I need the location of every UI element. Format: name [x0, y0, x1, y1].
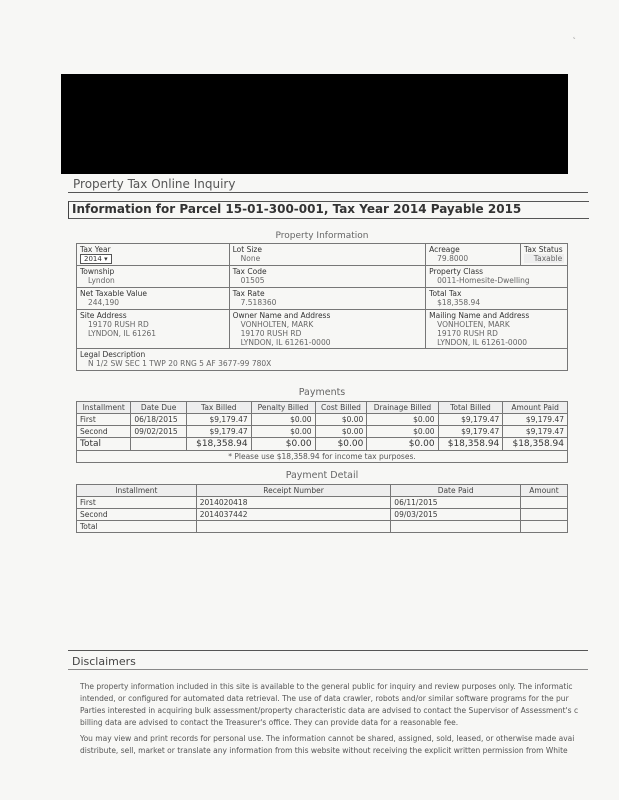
cell: $0.00: [367, 438, 438, 451]
payments-table: [76, 401, 568, 463]
tax-year-select[interactable]: [80, 254, 112, 264]
township-cell: [77, 266, 230, 288]
cell: [196, 521, 391, 533]
acreage-value: 79.8000: [437, 254, 469, 263]
cell: [391, 521, 521, 533]
cell: $9,179.47: [503, 414, 568, 426]
tax-status-cell: [520, 244, 567, 266]
cell: $9,179.47: [186, 414, 251, 426]
township-label: Township: [80, 267, 115, 276]
disclaimer-line: Parties interested in acquiring bulk assessment/property characteristic data are advised to contact the Supervisor of Assessment's c: [80, 706, 579, 715]
cell: 06/18/2015: [131, 414, 187, 426]
property-info-title: Property Information: [275, 231, 369, 241]
payment-detail-header: Amount: [521, 485, 568, 497]
cell: Second: [77, 509, 197, 521]
chevron-down-icon: ▾: [104, 255, 108, 263]
legal-description-cell: [77, 349, 568, 371]
tax-code-cell: [229, 266, 426, 288]
net-taxable-label: Net Taxable Value: [80, 289, 147, 298]
owner-line3: LYNDON, IL 61261-0000: [240, 338, 331, 347]
tax-year-label: Tax Year: [80, 245, 111, 254]
cell: First: [77, 414, 131, 426]
cell: $9,179.47: [503, 426, 568, 438]
payment-detail-title: Payment Detail: [285, 470, 359, 481]
payments-header: Drainage Billed: [367, 402, 438, 414]
cell: $18,358.94: [186, 438, 251, 451]
owner-line1: VONHOLTEN, MARK: [240, 320, 314, 329]
cell: $0.00: [315, 438, 367, 451]
lot-size-label: Lot Size: [232, 245, 262, 254]
divider: [68, 669, 588, 670]
mailing-line2: 19170 RUSH RD: [437, 329, 498, 338]
site-address-cell: [77, 310, 230, 349]
cell: $0.00: [367, 414, 438, 426]
payment-detail-header-row: [77, 485, 568, 497]
parcel-title: Information for Parcel 15-01-300-001, Tax Year 2014 Payable 2015: [72, 202, 522, 216]
cell: $0.00: [251, 414, 315, 426]
tax-status-label: Tax Status: [523, 245, 563, 254]
property-class-cell: [426, 266, 568, 288]
payments-header: Installment: [77, 402, 131, 414]
mailing-label: Mailing Name and Address: [429, 311, 530, 320]
cell: $0.00: [251, 426, 315, 438]
legal-value: N 1/2 SW SEC 1 TWP 20 RNG 5 AF 3677-99 780X: [88, 359, 272, 368]
table-row: [77, 426, 568, 438]
income-tax-note: * Please use $18,358.94 for income tax purposes.: [77, 451, 568, 463]
site-address-line1: 19170 RUSH RD: [88, 320, 149, 329]
payment-detail-header: Receipt Number: [196, 485, 391, 497]
disclaimer-paragraph-2: [80, 733, 600, 757]
tax-rate-label: Tax Rate: [232, 289, 265, 298]
payment-detail-header: Installment: [77, 485, 197, 497]
acreage-label: Acreage: [429, 245, 460, 254]
divider: [68, 192, 588, 193]
tax-year-value: 2014: [84, 255, 102, 263]
mailing-cell: [426, 310, 568, 349]
cell: First: [77, 497, 197, 509]
cell: 06/11/2015: [391, 497, 521, 509]
cell: 2014037442: [196, 509, 391, 521]
tax-rate-cell: [229, 288, 426, 310]
cell: $0.00: [367, 426, 438, 438]
divider: [68, 650, 588, 651]
payments-header: Penalty Billed: [251, 402, 315, 414]
payments-total-row: [77, 438, 568, 451]
tax-status-value: Taxable: [524, 254, 564, 263]
payments-header: Total Billed: [438, 402, 503, 414]
disclaimer-line: distribute, sell, market or translate any information from this website without receiving the explicit written permission from White: [80, 746, 568, 755]
table-row: [77, 521, 568, 533]
disclaimer-line: The property information included in this site is available to the general public for inquiry and review purposes only. The informatic: [80, 682, 573, 691]
disclaimer-line: intended, or configured for automated data retrieval. The use of data crawler, robots and/or similar software programs for the pur: [80, 694, 569, 703]
total-tax-value: $18,358.94: [437, 298, 481, 307]
cell: [131, 438, 187, 451]
payments-header: Cost Billed: [315, 402, 367, 414]
site-address-label: Site Address: [80, 311, 127, 320]
inquiry-title: Property Tax Online Inquiry: [73, 177, 236, 191]
table-row: [77, 509, 568, 521]
cell: $0.00: [251, 438, 315, 451]
cell: [521, 521, 568, 533]
cell: $18,358.94: [438, 438, 503, 451]
payments-title: Payments: [298, 387, 346, 398]
disclaimer-line: You may view and print records for personal use. The information cannot be shared, assigned, sold, leased, or otherwise made avai: [80, 734, 575, 743]
acreage-cell: [426, 244, 521, 266]
tax-code-value: 01505: [240, 276, 265, 285]
property-class-value: 0011-Homesite-Dwelling: [437, 276, 530, 285]
cell: [521, 497, 568, 509]
cell: 09/02/2015: [131, 426, 187, 438]
scan-speck: ˛: [572, 30, 577, 40]
cell: Total: [77, 438, 131, 451]
total-tax-label: Total Tax: [429, 289, 462, 298]
table-row: [77, 414, 568, 426]
mailing-line3: LYNDON, IL 61261-0000: [437, 338, 528, 347]
cell: $18,358.94: [503, 438, 568, 451]
site-address-line2: LYNDON, IL 61261: [88, 329, 157, 338]
payments-header: Date Due: [131, 402, 187, 414]
lot-size-value: None: [240, 254, 261, 263]
cell: $0.00: [315, 426, 367, 438]
cell: $9,179.47: [186, 426, 251, 438]
cell: [521, 509, 568, 521]
property-class-label: Property Class: [429, 267, 484, 276]
cell: 09/03/2015: [391, 509, 521, 521]
payments-header-row: [77, 402, 568, 414]
owner-cell: [229, 310, 426, 349]
disclaimer-line: billing data are advised to contact the Treasurer's office. They can provide data for a reasonable fee.: [80, 718, 459, 727]
cell: Second: [77, 426, 131, 438]
payments-header: Amount Paid: [503, 402, 568, 414]
payment-detail-table: [76, 484, 568, 533]
disclaimers-title: Disclaimers: [72, 655, 136, 668]
township-value: Lyndon: [88, 276, 115, 285]
cell: $9,179.47: [438, 414, 503, 426]
owner-label: Owner Name and Address: [232, 311, 331, 320]
payment-detail-header: Date Paid: [391, 485, 521, 497]
total-tax-cell: [426, 288, 568, 310]
disclaimer-paragraph-1: [80, 681, 600, 729]
cell: 2014020418: [196, 497, 391, 509]
tax-rate-value: 7.518360: [240, 298, 277, 307]
cell: Total: [77, 521, 197, 533]
tax-code-label: Tax Code: [232, 267, 267, 276]
cell: $0.00: [315, 414, 367, 426]
tax-year-cell: [77, 244, 230, 266]
cell: $9,179.47: [438, 426, 503, 438]
net-taxable-cell: [77, 288, 230, 310]
mailing-line1: VONHOLTEN, MARK: [437, 320, 510, 329]
owner-line2: 19170 RUSH RD: [240, 329, 302, 338]
payments-note-row: [77, 451, 568, 463]
property-info-table: [76, 243, 568, 371]
legal-label: Legal Description: [80, 350, 146, 359]
table-row: [77, 497, 568, 509]
redacted-block: [61, 74, 568, 174]
net-taxable-value: 244,190: [88, 298, 120, 307]
lot-size-cell: [229, 244, 426, 266]
payments-header: Tax Billed: [186, 402, 251, 414]
